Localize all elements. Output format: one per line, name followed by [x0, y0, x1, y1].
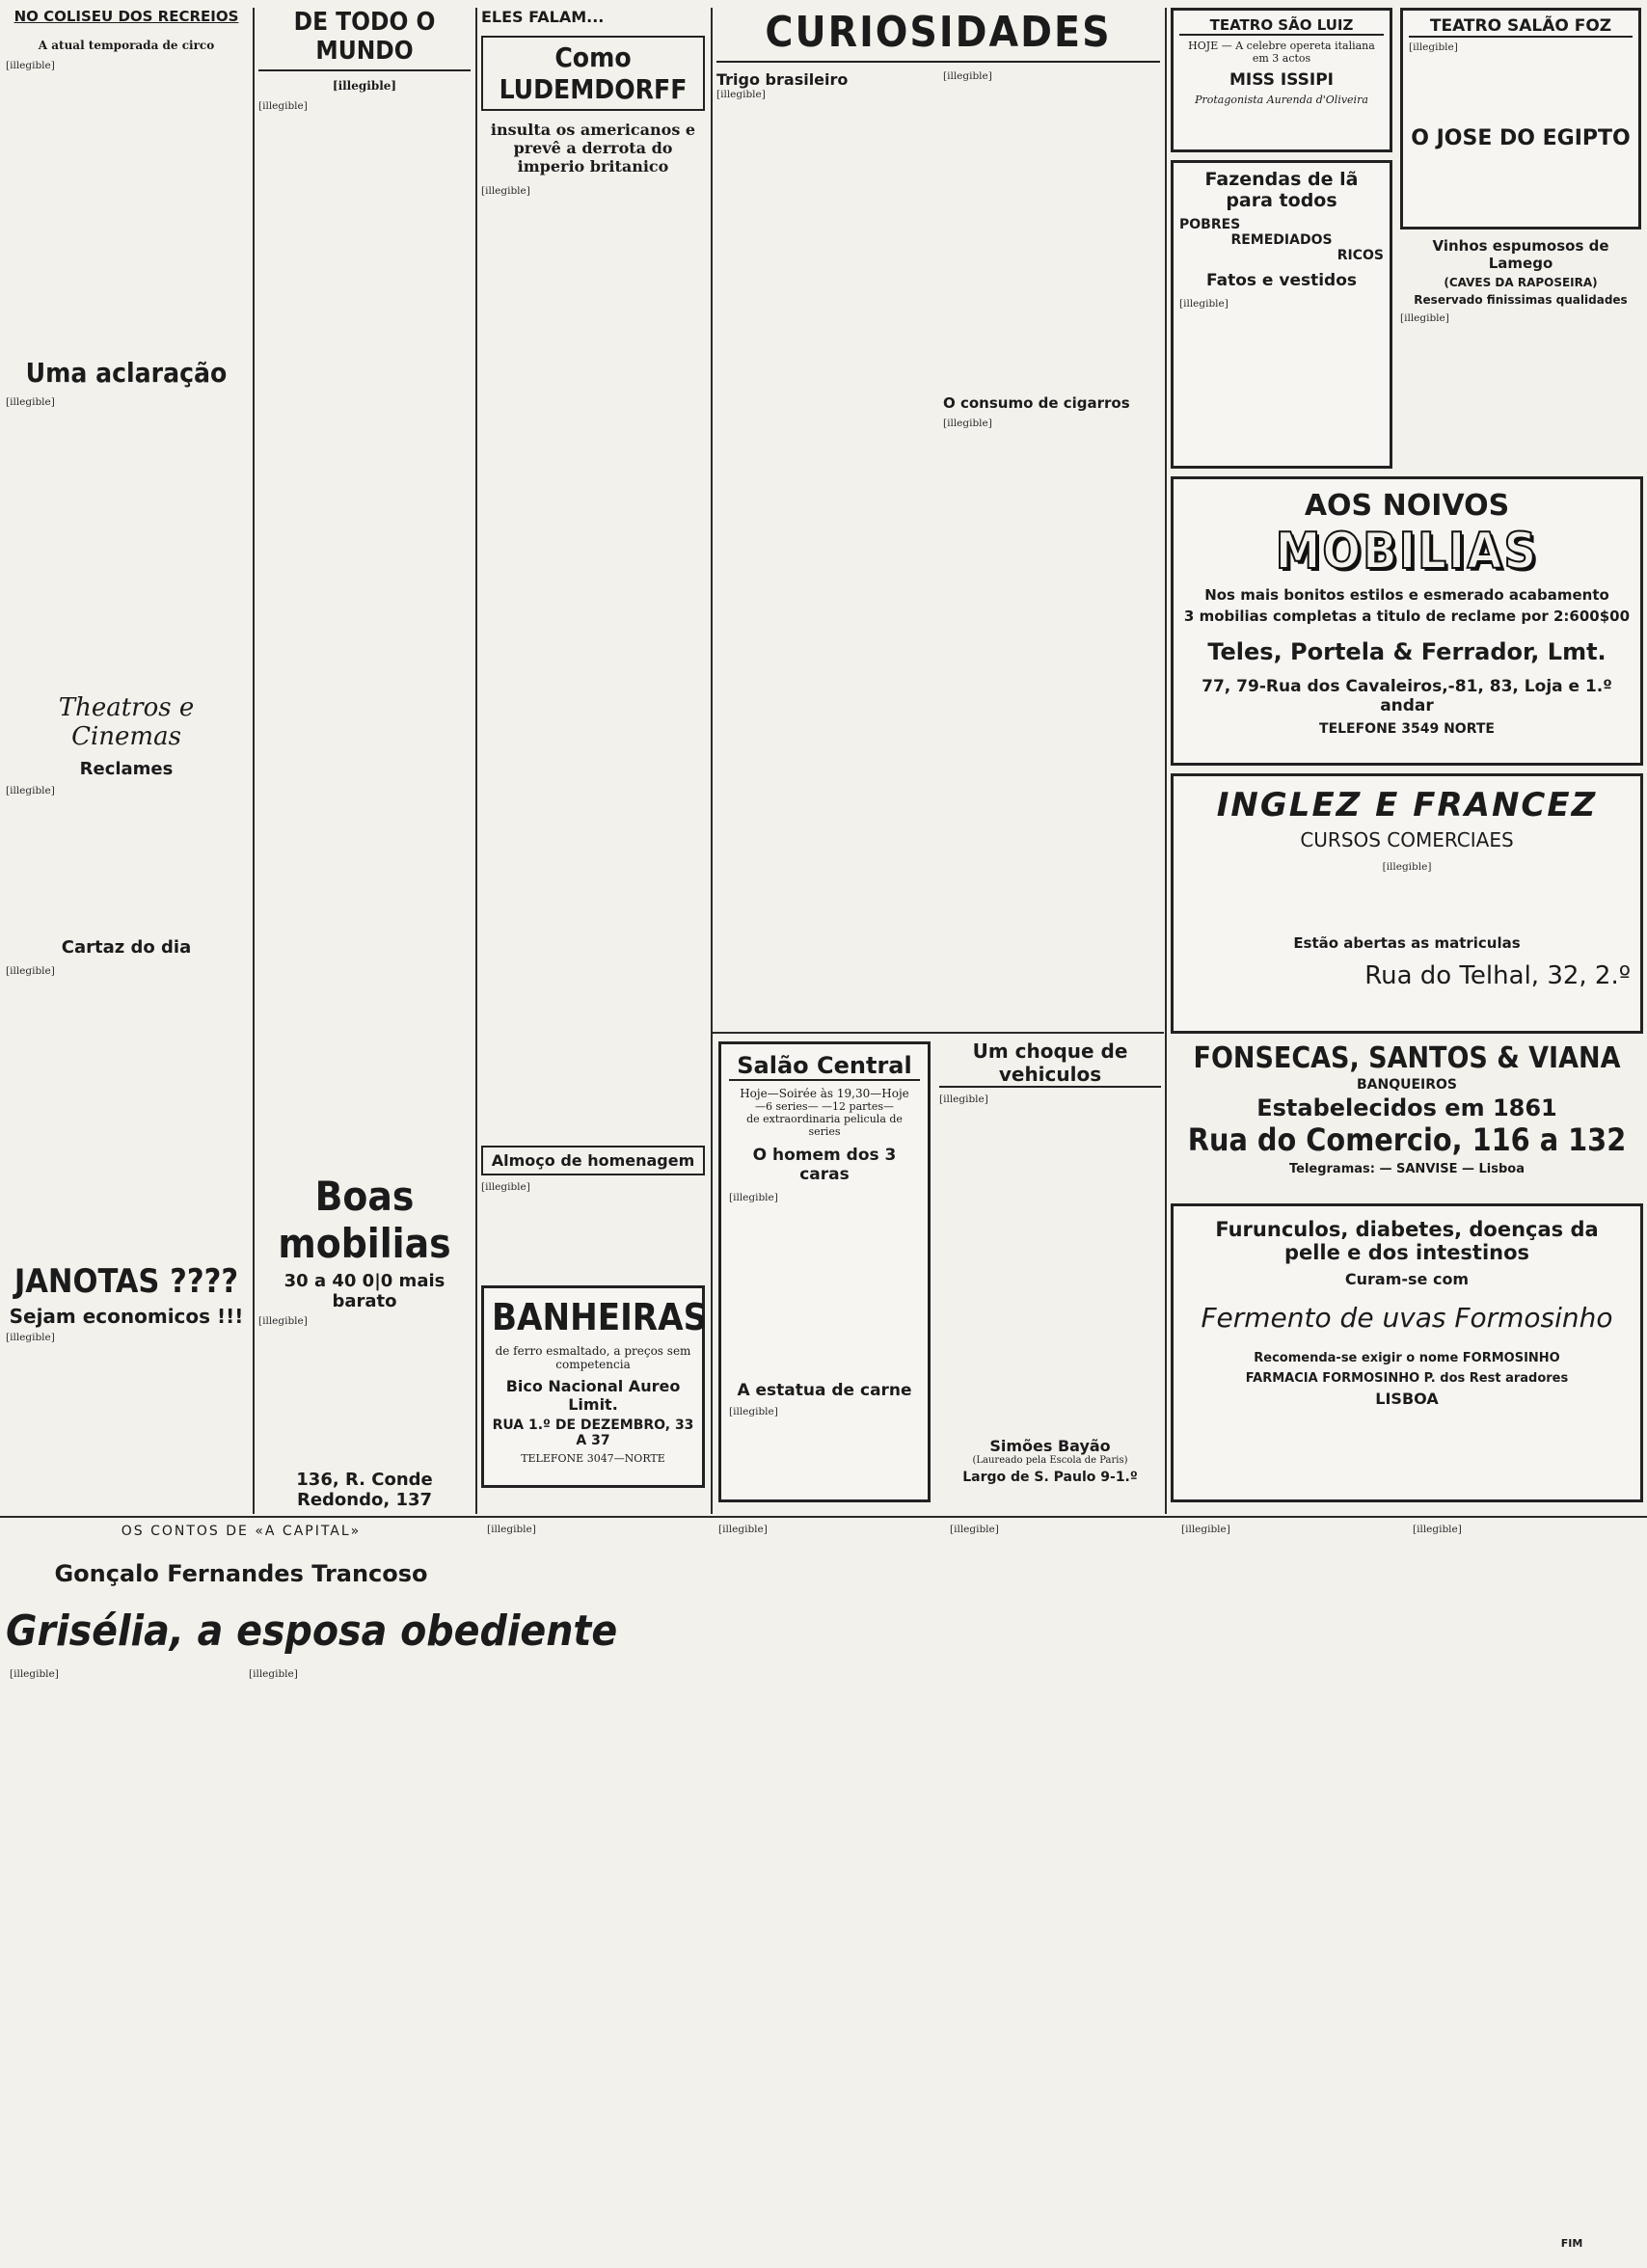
headline: CURIOSIDADES	[716, 8, 1160, 63]
ad-line: Fatos e vestidos	[1205, 271, 1358, 290]
story-title: Grisélia, a esposa obediente	[6, 1606, 618, 1656]
ad-company: Teles, Portela & Ferrador, Lmt.	[1207, 638, 1606, 665]
headline: Como LUDEMDORFF	[481, 36, 705, 111]
subheadline: insulta os americanos e prevê a derrota do imperio britanico	[490, 121, 696, 176]
film-title: O homem dos 3 caras	[752, 1146, 897, 1184]
section-rule	[0, 1516, 1647, 1518]
article-body: [illegible]	[6, 785, 55, 796]
salao-foz-ad	[1400, 8, 1641, 230]
ad-body: [illegible]	[6, 1332, 55, 1343]
ad-phone: TELEFONE 3549 NORTE	[1319, 721, 1495, 737]
column-2	[258, 8, 471, 1512]
vinhos-ad	[1400, 237, 1641, 469]
ad-headline: INGLEZ E FRANCEZ	[1216, 786, 1598, 824]
column-4	[716, 8, 1160, 1030]
column-3	[481, 8, 708, 1512]
article-body: [illegible]	[943, 70, 992, 82]
section-heading: Cartaz do dia	[61, 937, 192, 958]
ad-line: Recomenda-se exigir o nome FORMOSINHO	[1254, 1351, 1560, 1365]
ad-address: 77, 79-Rua dos Cavaleiros,-81, 83, Loja e 1.º andar	[1202, 677, 1612, 716]
article-body: [illegible]	[481, 1181, 530, 1193]
section-heading: Reclames	[79, 759, 174, 779]
headline: Um choque de vehiculos	[939, 1040, 1161, 1088]
ad-line: 3 mobilias completas a titulo de reclame por 2:600$00	[1183, 608, 1631, 625]
inglez-francez-ad	[1171, 773, 1643, 1034]
ad-headline: TEATRO SALÃO FOZ	[1409, 16, 1633, 38]
ad-body: [illegible]	[1409, 41, 1458, 53]
ad-line: Curam-se com	[1344, 1270, 1470, 1288]
ad-line: Protagonista Aurenda d'Oliveira	[1195, 94, 1368, 106]
theatres-logo: Theatros e Cinemas	[58, 693, 195, 751]
ad-body: [illegible]	[729, 1192, 778, 1203]
section-heading: O consumo de cigarros	[943, 394, 1130, 412]
ad-headline: Fazendas de lã para todos	[1204, 169, 1359, 211]
salao-central-ad	[718, 1041, 931, 1502]
ad-phone: TELEFONE 3047—NORTE	[521, 1452, 665, 1465]
ad-line: HOJE — A celebre opereta italiana em 3 actos	[1188, 40, 1375, 65]
ad-headline: Salão Central	[729, 1052, 920, 1081]
ad-headline: Furunculos, diabetes, doenças da pelle e dos intestinos	[1215, 1218, 1599, 1264]
article-body: [illegible]	[6, 60, 55, 71]
story-column: [illegible]	[950, 1524, 999, 1535]
ad-body: [illegible]	[1382, 861, 1432, 873]
article-body: [illegible]	[716, 89, 766, 100]
section-rule	[713, 1032, 1164, 1034]
column-rule	[711, 8, 713, 1514]
kicker: ELES FALAM...	[481, 8, 605, 26]
ad-headline: BANHEIRAS	[492, 1296, 708, 1338]
ad-line: POBRES	[1179, 217, 1241, 232]
ad-body: [illegible]	[729, 1406, 778, 1418]
theatre-listings: [illegible]	[6, 965, 55, 977]
headline: DE TODO O MUNDO	[258, 8, 471, 71]
column-rule	[1165, 8, 1167, 1514]
ad-headline: Simões Bayão	[989, 1437, 1111, 1455]
ad-line: LISBOA	[1375, 1390, 1439, 1408]
ad-subheadline: de ferro esmaltado, a preços sem competencia	[495, 1344, 691, 1371]
ad-line: RICOS	[1336, 248, 1384, 263]
ad-headline: Fermento de uvas Formosinho	[1201, 1302, 1613, 1334]
section-title: OS CONTOS DE «A CAPITAL»	[121, 1524, 362, 1539]
article-body: [illegible]	[943, 418, 992, 429]
ad-line: Hoje—Soirée às 19,30—Hoje	[740, 1087, 909, 1100]
headline: NO COLISEU DOS RECREIOS	[14, 8, 239, 25]
ad-body: [illegible]	[1179, 298, 1228, 310]
story-end: FIM	[1560, 2237, 1583, 2250]
film-title: A estatua de carne	[737, 1381, 912, 1400]
story-column: [illegible]	[487, 1524, 536, 1535]
banheiras-ad	[481, 1285, 708, 1488]
ad-address: Largo de S. Paulo 9-1.º	[962, 1470, 1138, 1485]
ad-body: [illegible]	[1400, 312, 1449, 324]
show-title: MISS ISSIPI	[1228, 70, 1335, 90]
article-body: [illegible]	[6, 396, 55, 408]
article-body: [illegible]	[258, 100, 308, 112]
ad-address: Rua do Comercio, 116 a 132	[1187, 1121, 1627, 1158]
headline: Almoço de homenagem	[481, 1146, 705, 1175]
column-1	[6, 8, 247, 1512]
ad-headline: Boas mobilias	[278, 1173, 451, 1267]
ad-line: de extraordinaria pelicula de series	[746, 1113, 903, 1138]
ad-subheadline: Sejam economicos !!!	[9, 1305, 244, 1328]
story-author: Gonçalo Fernandes Trancoso	[54, 1560, 428, 1587]
ad-line: Estabelecidos em 1861	[1256, 1094, 1557, 1121]
story-column: [illegible]	[718, 1524, 768, 1535]
column-rule	[475, 8, 477, 1514]
ad-headline: TEATRO SÃO LUIZ	[1179, 16, 1384, 36]
ad-line: —6 series— —12 partes—	[754, 1100, 894, 1113]
story-column: [illegible]	[1181, 1524, 1230, 1535]
ad-address: 136, R. Conde Redondo, 137	[296, 1470, 433, 1510]
ad-headline: Vinhos espumosos de Lamego	[1432, 237, 1609, 272]
subheadline: [illegible]	[332, 79, 397, 93]
ad-line: Nos mais bonitos estilos e esmerado acabamento	[1204, 586, 1609, 604]
sao-luiz-ad	[1171, 8, 1392, 152]
article-body: [illegible]	[939, 1094, 988, 1105]
article-body: [illegible]	[481, 185, 530, 197]
ad-line: BANQUEIROS	[1356, 1077, 1458, 1093]
story-column: [illegible]	[249, 1668, 298, 1680]
ad-line: Estão abertas as matriculas	[1293, 934, 1521, 952]
headline: Uma aclaração	[25, 357, 228, 389]
fazendas-ad	[1171, 160, 1392, 469]
ad-address: RUA 1.º DE DEZEMBRO, 33 A 37	[492, 1418, 694, 1448]
section-heading: Trigo brasileiro	[716, 70, 849, 89]
column-rule	[253, 8, 255, 1514]
ad-headline: FONSECAS, SANTOS & VIANA	[1193, 1041, 1621, 1075]
ad-company: Bico Nacional Aureo Limit.	[505, 1377, 681, 1414]
ad-body: [illegible]	[258, 1315, 308, 1327]
ad-address: Rua do Telhal, 32, 2.º	[1364, 961, 1631, 990]
story-column: [illegible]	[10, 1668, 59, 1680]
ad-line: REMEDIADOS	[1230, 232, 1333, 248]
subheadline: A atual temporada de circo	[38, 39, 215, 52]
fonsecas-ad	[1171, 1041, 1643, 1196]
ad-headline: AOS NOIVOS	[1304, 489, 1510, 523]
ad-line: Telegramas: — SANVISE — Lisboa	[1288, 1162, 1525, 1176]
choque-article	[939, 1040, 1161, 1502]
ad-line: (CAVES DA RAPOSEIRA)	[1444, 276, 1598, 289]
ad-line: (Laureado pela Escola de Paris)	[972, 1455, 1128, 1466]
ad-headline: MOBILIAS	[1275, 523, 1539, 580]
formosinho-ad	[1171, 1203, 1643, 1502]
ad-line: FARMACIA FORMOSINHO P. dos Rest aradores	[1245, 1371, 1569, 1386]
ad-line: CURSOS COMERCIAES	[1300, 828, 1514, 851]
story-column: [illegible]	[1413, 1524, 1462, 1535]
ad-line: Reservado finissimas qualidades	[1414, 293, 1628, 307]
ad-subheadline: 30 a 40 0|0 mais barato	[284, 1271, 446, 1311]
show-title: O JOSE DO EGIPTO	[1411, 126, 1631, 150]
ad-headline: JANOTAS ????	[14, 1262, 239, 1301]
noivos-ad	[1171, 476, 1643, 766]
